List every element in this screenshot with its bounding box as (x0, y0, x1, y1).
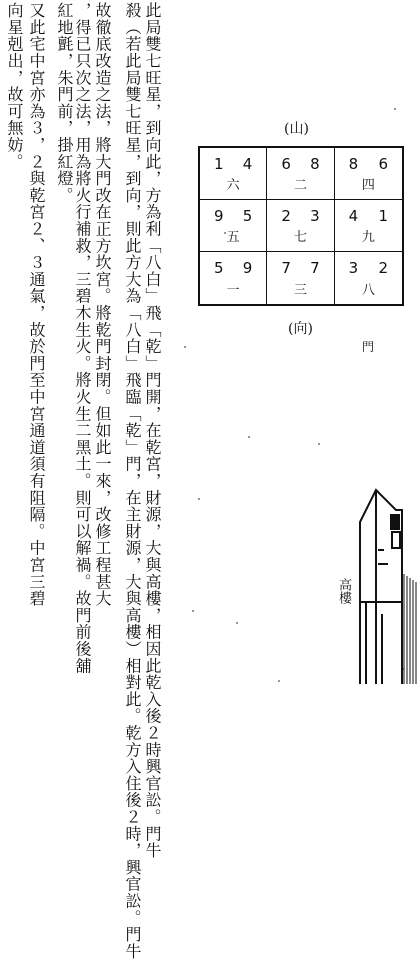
facing-star: 9 (242, 259, 253, 277)
mountain-star: 9 (214, 207, 224, 225)
facing-star: 3 (310, 207, 320, 225)
facing-star: 4 (242, 155, 253, 173)
scan-dot (394, 108, 396, 110)
flying-star-grid (198, 146, 404, 306)
mountain-star: 3 (348, 259, 359, 277)
mountain-star: 2 (281, 207, 291, 225)
period-star: 三 (293, 283, 307, 298)
mountain-star: 6 (281, 155, 291, 173)
scan-dot (192, 610, 194, 612)
building-label: 高樓 (336, 578, 351, 604)
text-column-6: 又此宅中宮亦為３，２與乾宮２、３通氣，故於門至中宮通道須有阻隔。中宮三碧 (27, 2, 46, 607)
text-column-7: 向星剋出，故可無妨。 (5, 2, 24, 170)
grid-cell (335, 200, 402, 252)
text-column-1: 殺（若此局雙七旺星，到向，則此方大為「八白」飛臨「乾」門，在主財源，大與高樓）相對此。乾方入住後２時，興官訟。門牛 (123, 2, 142, 960)
text-column-2: 此局雙七旺星，到向此，方為利「八白」飛「乾」門開，在乾宮，財源，大與高樓，相因此乾入後２時興官訟。門牛 (143, 2, 162, 859)
period-star: 四 (361, 178, 375, 193)
period-star: 七 (293, 230, 307, 245)
text-column-4: ，得已只次之法，用為將火行補救，三碧木生火。將火生二黑土。則可以解禍。故門前後舖 (73, 2, 92, 674)
text-column-3: 故徹底改造之法，將大門改在正方坎宮。將乾門封閉。但如此一來，改修工程甚大 (93, 2, 112, 607)
scan-dot (318, 443, 320, 445)
facing-star: 2 (378, 259, 388, 277)
grid-cell (200, 252, 267, 304)
grid-cell (267, 200, 334, 252)
mountain-star: 5 (214, 259, 224, 277)
scan-dot (248, 436, 250, 438)
scan-dot (236, 622, 238, 624)
door-label: 門 (362, 340, 375, 354)
grid-cell (267, 148, 334, 200)
period-star: 六 (226, 178, 240, 193)
facing-star: 7 (310, 259, 320, 277)
period-star: 九 (361, 230, 375, 245)
period-star: 二 (293, 178, 307, 193)
grid-cell (200, 200, 267, 252)
mountain-star: 1 (214, 155, 224, 173)
mountain-star: 7 (281, 259, 291, 277)
grid-cell (335, 252, 402, 304)
scan-dot (184, 346, 186, 348)
text-column-5: 紅地氈，朱門前，掛紅燈。 (55, 2, 74, 204)
grid-cell (335, 148, 402, 200)
grid-cell (267, 252, 334, 304)
facing-star: 6 (378, 155, 388, 173)
facing-star: 5 (242, 207, 253, 225)
scan-dot (278, 680, 280, 682)
facing-star: 8 (310, 155, 320, 173)
period-star: 八 (361, 283, 375, 298)
period-star: 一 (226, 283, 240, 298)
period-star: 五 (226, 230, 240, 245)
facing-star: 1 (378, 207, 388, 225)
mountain-label: (山) (284, 121, 309, 137)
building-sketch (352, 484, 418, 684)
mountain-star: 8 (348, 155, 359, 173)
grid-cell (200, 148, 267, 200)
scan-dot (198, 498, 200, 500)
mountain-star: 4 (348, 207, 359, 225)
facing-label: (向) (288, 321, 313, 337)
